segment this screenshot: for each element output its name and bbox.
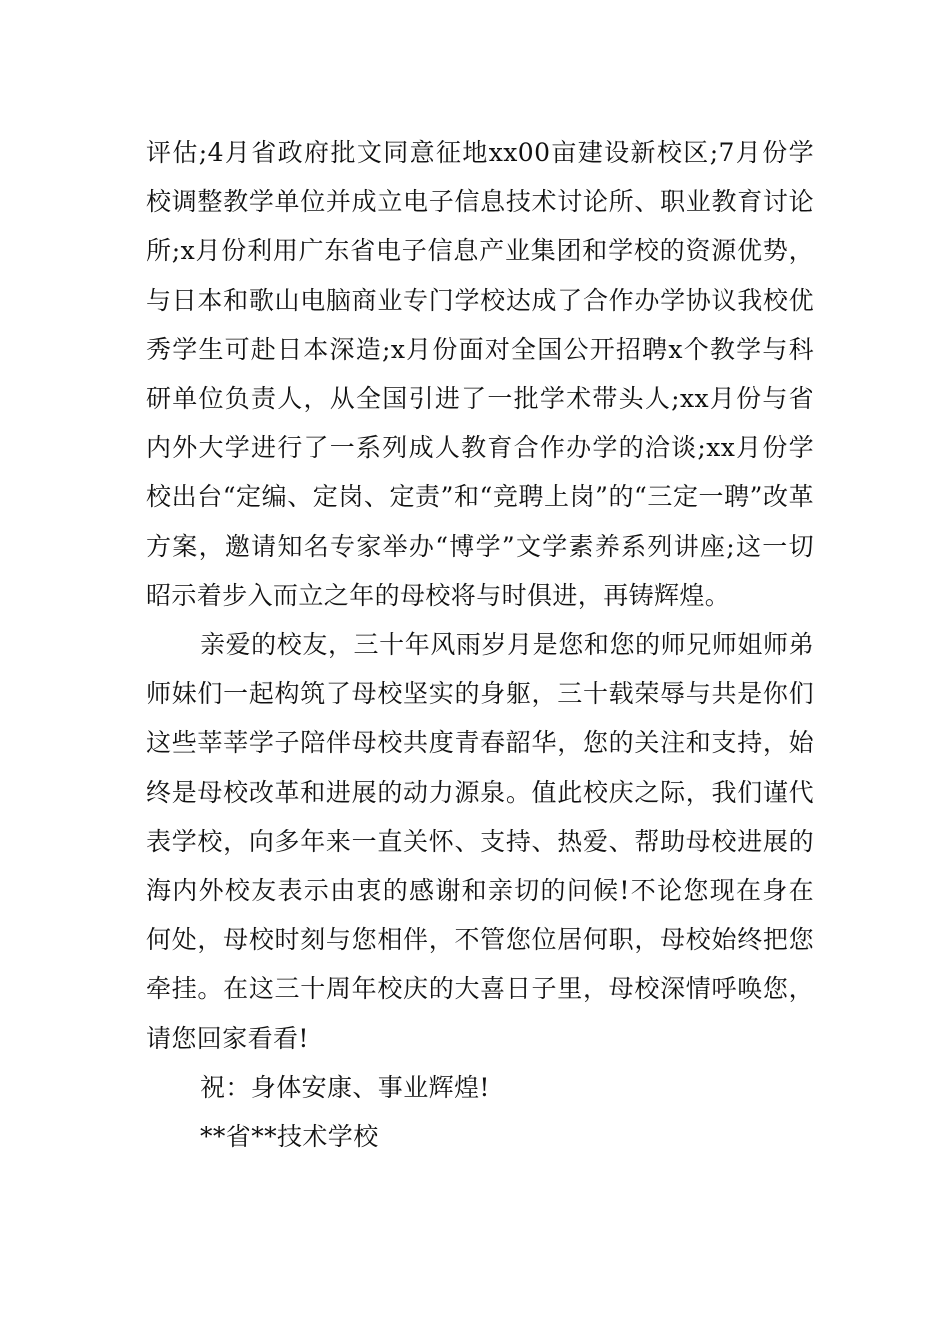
paragraph-1: 评估;4月省政府批文同意征地xx00亩建设新校区;7月份学校调整教学单位并成立电子信息技术讨论所、职业教育讨论所;x月份利用广东省电子信息产业集团和学校的资源优势，与日本和歌山电脑商业专门学校达成了合作办学协议我校优秀学生可赴日本深造;x月份面对全国公开招聘x个教学与科研单位负责人，从全国引进了一批学术带头人;xx月份与省内外大学进行了一系列成人教育合作办学的洽谈;xx月份学校出台“定编、定岗、定责”和“竞聘上岗”的“三定一聘”改革方案，邀请知名专家举办“博学”文学素养系列讲座;这一切昭示着步入而立之年的母校将与时俱进，再铸辉煌。 [146, 138, 814, 610]
document-body [146, 128, 814, 1161]
paragraph-2: 亲爱的校友，三十年风雨岁月是您和您的师兄师姐师弟师妹们一起构筑了母校坚实的身躯，三十载荣辱与共是你们这些莘莘学子陪伴母校共度青春韶华，您的关注和支持，始终是母校改革和进展的动力源泉。值此校庆之际，我们谨代表学校，向多年来一直关怀、支持、热爱、帮助母校进展的海内外校友表示由衷的感谢和亲切的问候!不论您现在身在何处，母校时刻与您相伴，不管您位居何职，母校始终把您牵挂。在这三十周年校庆的大喜日子里，母校深情呼唤您，请您回家看看! [146, 630, 814, 1053]
closing-line: 祝：身体安康、事业辉煌! [200, 1072, 490, 1102]
signature-line: **省**技术学校 [200, 1122, 379, 1152]
